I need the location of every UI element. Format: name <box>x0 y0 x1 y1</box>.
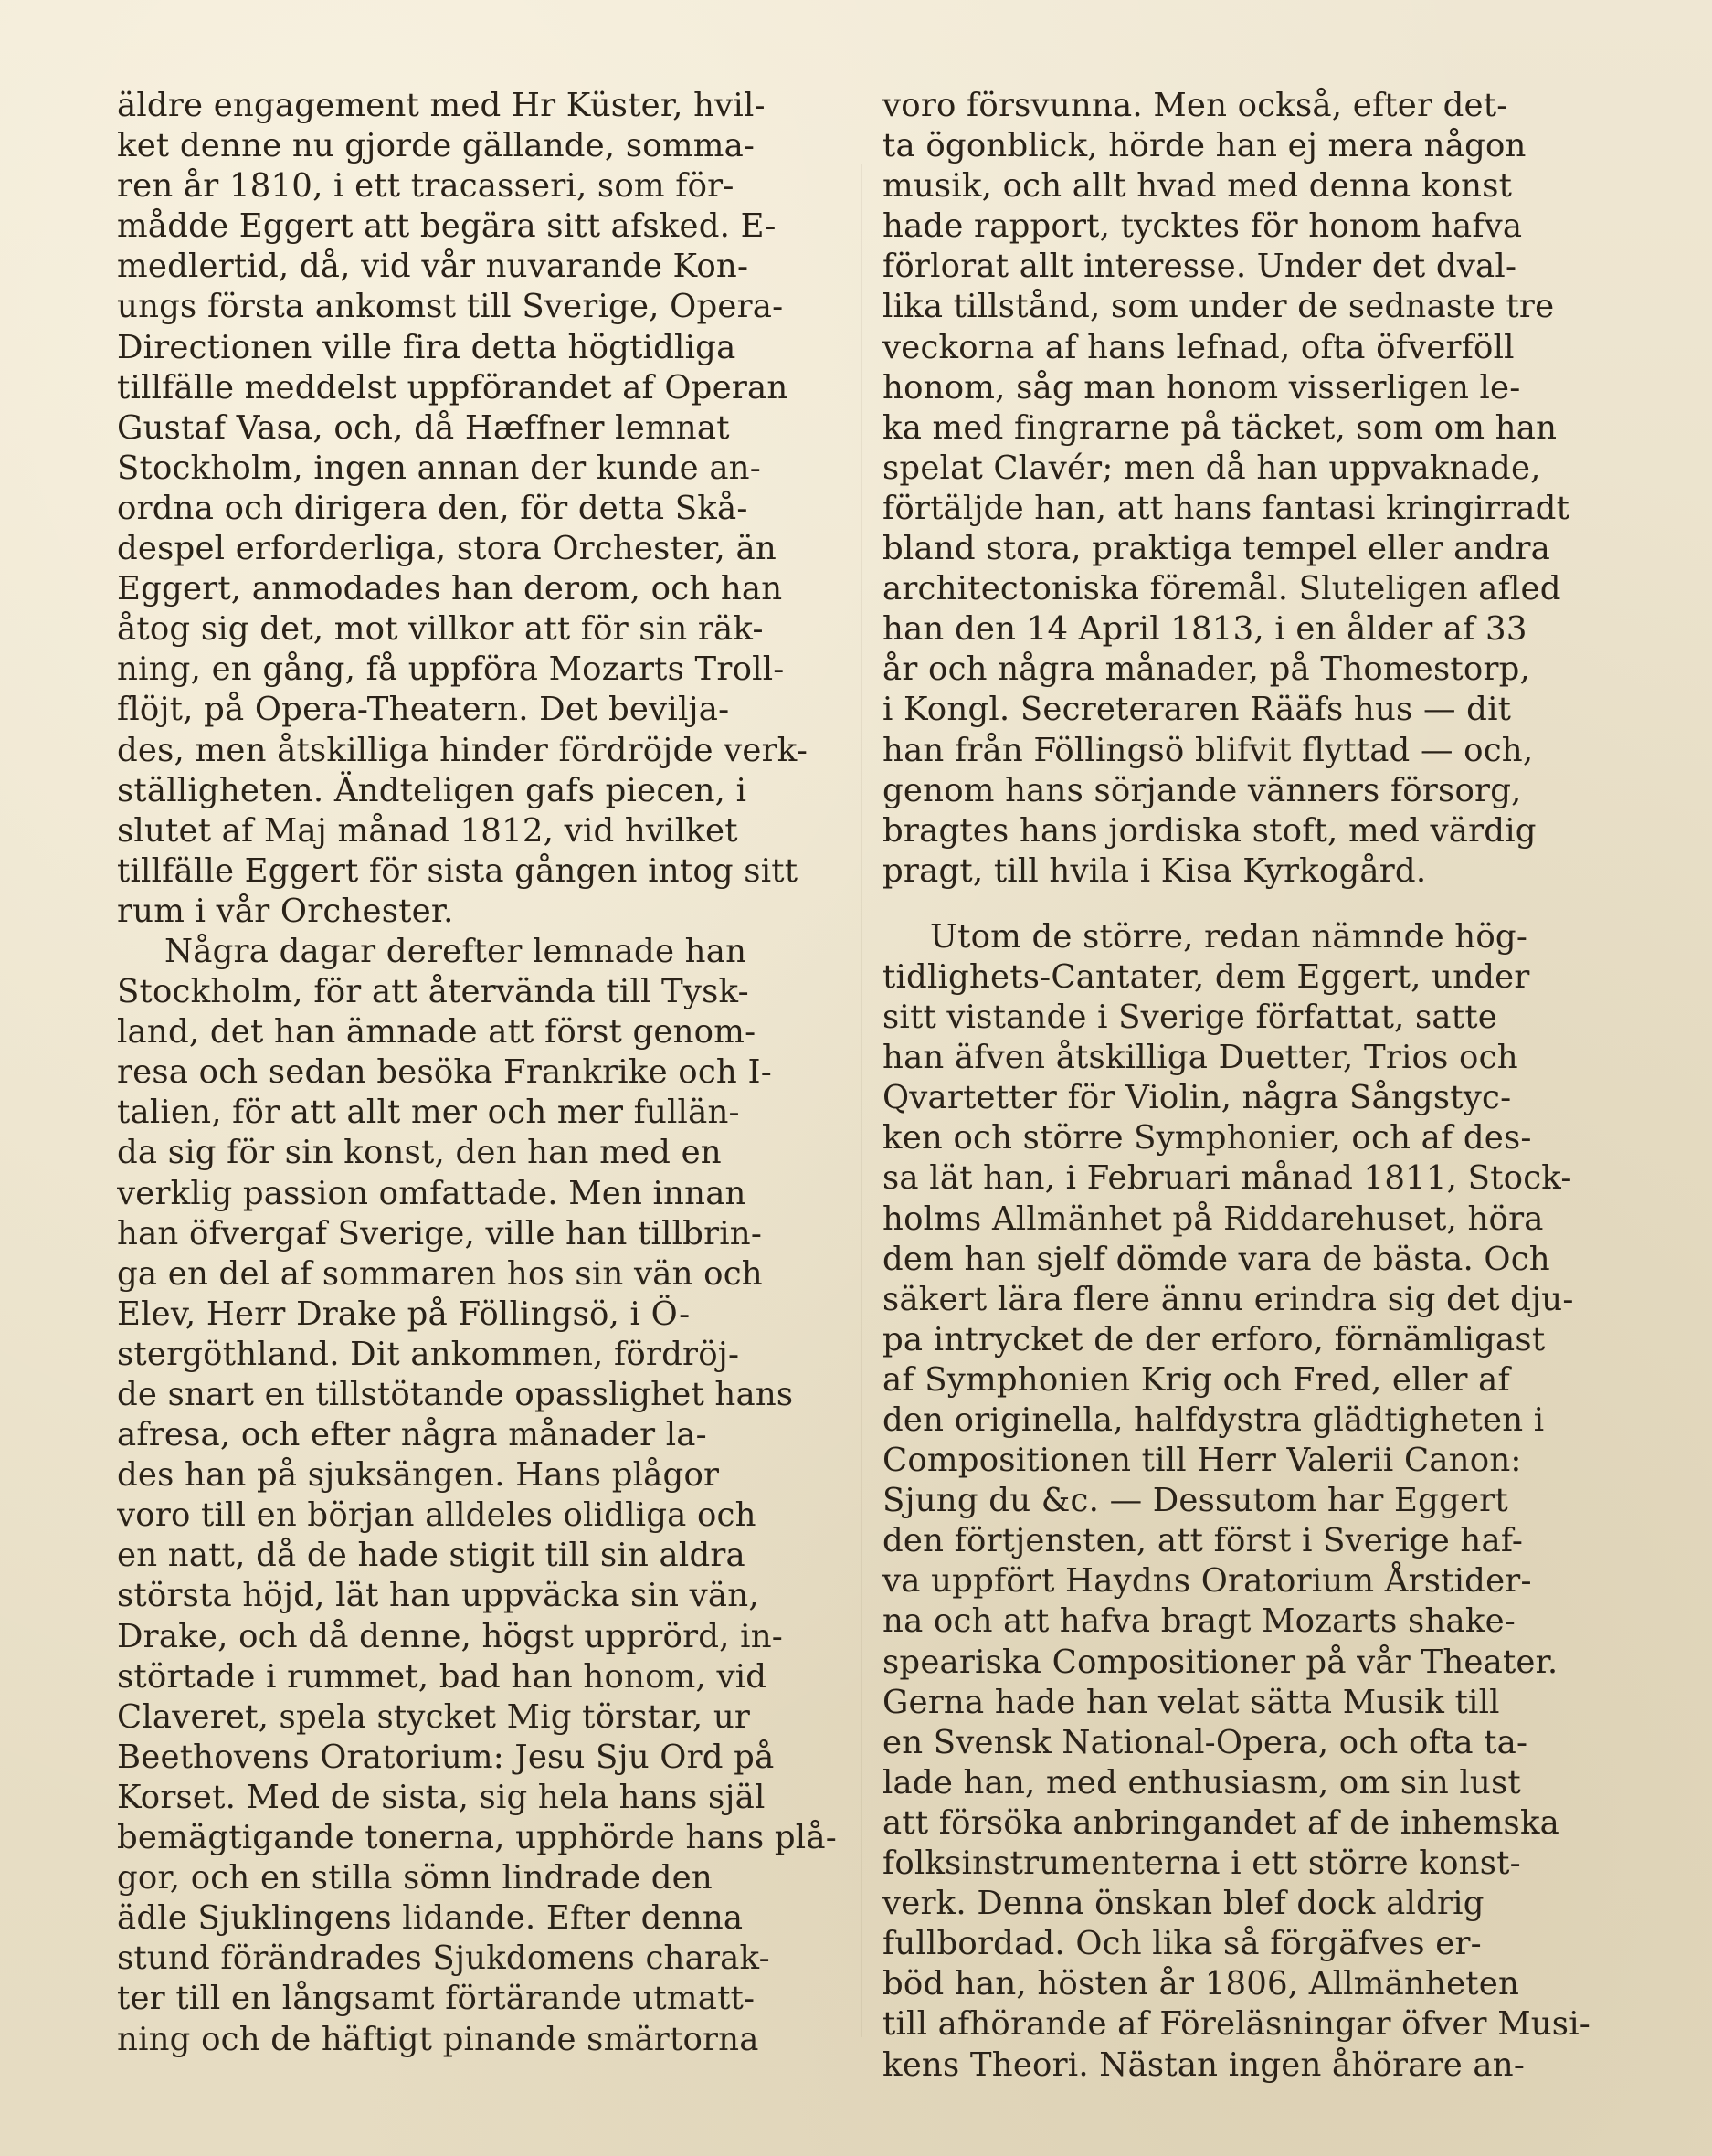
text-line: att försöka anbringandet af de inhemska <box>882 1803 1560 1842</box>
text-line: pa intrycket de der erforo, förnämligast <box>882 1320 1546 1358</box>
text-line: honom, såg man honom visserligen le- <box>882 368 1521 407</box>
text-line: Eggert, anmodades han derom, och han <box>117 570 783 608</box>
text-line: han från Föllingsö blifvit flyttad — och, <box>882 731 1534 769</box>
text-line: dem han sjelf dömde vara de bästa. Och <box>882 1240 1550 1278</box>
text-line: år och några månader, på Thomestorp, <box>882 650 1531 689</box>
text-line: Stockholm, ingen annan der kunde an- <box>117 449 761 487</box>
text-line: ket denne nu gjorde gällande, somma- <box>117 127 756 165</box>
paragraph-start-line: Några dagar derefter lemnade han <box>164 932 747 970</box>
text-line: Drake, och då denne, högst upprörd, in- <box>117 1617 783 1655</box>
text-line: ädle Sjuklingens lidande. Efter denna <box>117 1899 744 1938</box>
text-line: ka med fingrarne på täcket, som om han <box>882 408 1558 447</box>
text-line: Qvartetter för Violin, några Sångstyc- <box>882 1079 1512 1117</box>
text-line: tillfälle meddelst uppförandet af Operan <box>117 368 788 407</box>
text-line: Korset. Med de sista, sig hela hans själ <box>117 1778 766 1816</box>
text-line: till afhörande af Föreläsningar öfver Musi- <box>882 2005 1590 2044</box>
column-gutter <box>861 164 862 2037</box>
text-line: åtog sig det, mot villkor att för sin räk- <box>117 610 764 649</box>
text-line: lika tillstånd, som under de sednaste tre <box>882 288 1555 326</box>
text-line: största höjd, lät han uppväcka sin vän, <box>117 1577 759 1615</box>
text-line: mådde Eggert att begära sitt afsked. E- <box>117 207 777 246</box>
text-line: en Svensk National-Opera, och ofta ta- <box>882 1723 1528 1761</box>
text-line: spelat Clavér; men då han uppvaknade, <box>882 449 1541 487</box>
text-line: bragtes hans jordiska stoft, med värdig <box>882 811 1537 850</box>
text-line: verk. Denna önskan blef dock aldrig <box>882 1885 1485 1923</box>
text-line: ga en del af sommaren hos sin vän och <box>117 1254 763 1293</box>
text-line: voro till en början alldeles olidliga och <box>117 1496 756 1535</box>
text-line: Directionen ville fira detta högtidliga <box>117 328 736 366</box>
text-line: ungs första ankomst till Sverige, Opera- <box>117 288 784 326</box>
text-line: architectoniska föremål. Sluteligen afled <box>882 570 1561 608</box>
text-line: speariska Compositioner på vår Theater. <box>882 1643 1559 1681</box>
text-line: ställigheten. Ändteligen gafs piecen, i <box>117 771 747 809</box>
text-line: sa lät han, i Februari månad 1811, Stock- <box>882 1159 1572 1198</box>
text-line: Elev, Herr Drake på Föllingsö, i Ö- <box>117 1295 691 1333</box>
text-line: despel erforderliga, stora Orchester, än <box>117 530 777 568</box>
paragraph-start-line: Utom de större, redan nämnde hög- <box>930 917 1528 956</box>
text-line: pragt, till hvila i Kisa Kyrkogård. <box>882 851 1427 890</box>
text-line: na och att hafva bragt Mozarts shake- <box>882 1602 1516 1641</box>
text-line: talien, för att allt mer och mer fullän- <box>117 1094 740 1132</box>
text-line: Stockholm, för att återvända till Tysk- <box>117 973 749 1011</box>
text-line: Claveret, spela stycket Mig törstar, ur <box>117 1697 751 1736</box>
text-line: kens Theori. Nästan ingen åhörare an- <box>882 2045 1526 2084</box>
text-line: ter till en långsamt förtärande utmatt- <box>117 1980 756 2018</box>
text-line: i Kongl. Secreteraren Rääfs hus — dit <box>882 691 1512 729</box>
text-line: ta ögonblick, hörde han ej mera någon <box>882 127 1527 165</box>
text-line: förlorat allt interesse. Under det dval- <box>882 248 1517 286</box>
text-line: tidlighets-Cantater, dem Eggert, under <box>882 957 1530 996</box>
text-line: säkert lära flere ännu erindra sig det dju- <box>882 1280 1574 1318</box>
text-line: gor, och en stilla sömn lindrade den <box>117 1859 713 1897</box>
text-line: holms Allmänhet på Riddarehuset, höra <box>882 1200 1544 1238</box>
text-line: des, men åtskilliga hinder fördröjde verk- <box>117 731 808 769</box>
text-line: en natt, då de hade stigit till sin aldra <box>117 1537 745 1575</box>
text-line: bemägtigande tonerna, upphörde hans plå- <box>117 1819 837 1857</box>
text-line: fullbordad. Och lika så förgäfves er- <box>882 1925 1482 1963</box>
text-line: slutet af Maj månad 1812, vid hvilket <box>117 811 738 850</box>
text-line: tillfälle Eggert för sista gången intog sitt <box>117 851 798 890</box>
text-line: stund förändrades Sjukdomens charak- <box>117 1939 770 1978</box>
text-line: musik, och allt hvad med denna konst <box>882 167 1513 206</box>
text-line: ken och större Symphonier, och af des- <box>882 1119 1532 1157</box>
text-line: lade han, med enthusiasm, om sin lust <box>882 1763 1521 1802</box>
text-line: ordna och dirigera den, för detta Skå- <box>117 489 748 527</box>
text-line: han äfven åtskilliga Duetter, Trios och <box>882 1039 1518 1077</box>
text-line: Compositionen till Herr Valerii Canon: <box>882 1442 1522 1480</box>
text-line: af Symphonien Krig och Fred, eller af <box>882 1360 1510 1399</box>
text-line: afresa, och efter några månader la- <box>117 1416 707 1454</box>
text-line: den originella, halfdystra glädtigheten i <box>882 1401 1545 1439</box>
text-line: folksinstrumenterna i ett större konst- <box>882 1844 1521 1883</box>
text-line: sitt vistande i Sverige författat, satte <box>882 999 1497 1037</box>
text-line: veckorna af hans lefnad, ofta öfverföll <box>882 328 1515 366</box>
text-line: land, det han ämnade att först genom- <box>117 1013 756 1052</box>
text-line: rum i vår Orchester. <box>117 892 454 930</box>
text-line: han den 14 April 1813, i en ålder af 33 <box>882 610 1527 649</box>
text-line: de snart en tillstötande opasslighet hans <box>117 1376 794 1413</box>
text-line: flöjt, på Opera-Theatern. Det beviljа- <box>117 691 730 729</box>
text-line: medlertid, då, vid vår nuvarande Kon- <box>117 248 749 286</box>
text-line: äldre engagement med Hr Küster, hvil- <box>117 87 766 124</box>
text-line: ning, en gång, få uppföra Mozarts Troll- <box>117 650 785 689</box>
text-line: böd han, hösten år 1806, Allmänheten <box>882 1965 1520 2003</box>
text-line: den förtjensten, att först i Sverige haf- <box>882 1522 1524 1560</box>
text-line: ren år 1810, i ett tracasseri, som för- <box>117 167 734 206</box>
text-line: Gerna hade han velat sätta Musik till <box>882 1683 1500 1721</box>
text-line: störtade i rummet, bad han honom, vid <box>117 1657 767 1696</box>
text-line: förtäljde han, att hans fantasi kringirradt <box>882 489 1570 527</box>
text-line: resa och sedan besöka Frankrike och I- <box>117 1053 772 1092</box>
text-line: genom hans sörjande vänners försorg, <box>882 771 1522 809</box>
text-line: hade rapport, tycktes för honom hafva <box>882 207 1523 246</box>
text-line: Gustaf Vasa, och, då Hæffner lemnat <box>117 408 730 447</box>
text-line: Sjung du &c. — Dessutom har Eggert <box>882 1482 1508 1520</box>
text-line: da sig för sin konst, den han med en <box>117 1134 722 1172</box>
text-line: des han på sjuksängen. Hans plågor <box>117 1456 720 1495</box>
text-line: Beethovens Oratorium: Jesu Sju Ord på <box>117 1738 775 1776</box>
text-line: voro försvunna. Men också, efter det- <box>882 87 1508 124</box>
paragraph-gap <box>882 892 1613 917</box>
left-column <box>117 86 848 2060</box>
text-line: ning och de häftigt pinande smärtorna <box>117 2020 759 2058</box>
text-line: verklig passion omfattade. Men innan <box>117 1174 746 1212</box>
text-line: stergöthland. Dit ankommen, fördröj- <box>117 1335 740 1373</box>
text-line: va uppfört Haydns Oratorium Årstider- <box>882 1562 1532 1601</box>
text-line: han öfvergaf Sverige, ville han tillbrin- <box>117 1214 763 1252</box>
text-line: bland stora, praktiga tempel eller andra <box>882 530 1551 568</box>
right-column <box>882 86 1613 2086</box>
